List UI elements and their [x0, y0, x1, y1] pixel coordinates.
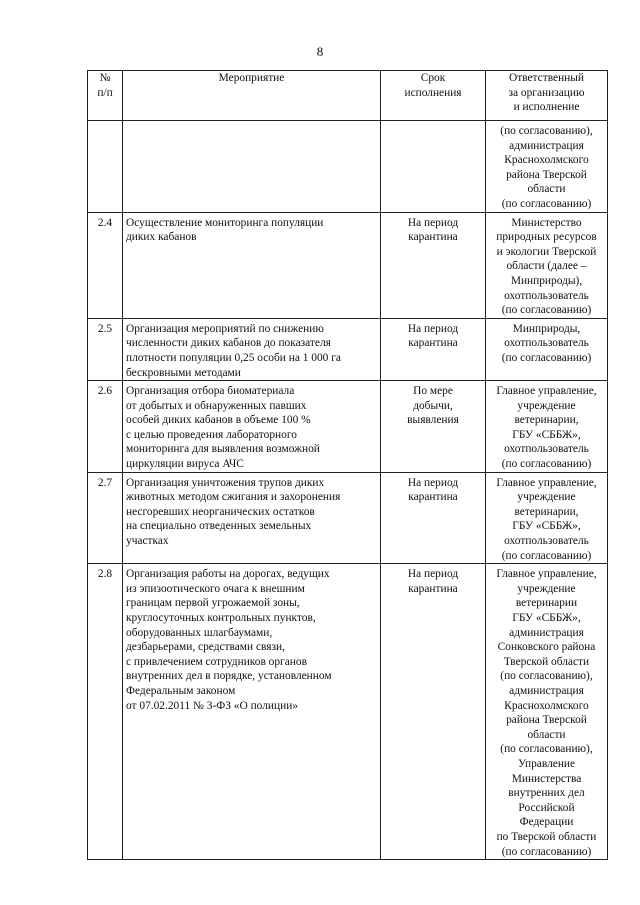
row-num-cell [88, 121, 123, 213]
row-responsible-line: внутренних дел [508, 787, 585, 800]
row-responsible-line: ГБУ «СББЖ», [512, 428, 581, 441]
row-event-line: от 07.02.2011 № 3-ФЗ «О полиции» [126, 699, 298, 712]
row-responsible-line: (по согласованию), [500, 743, 593, 756]
header-event-line: Мероприятие [218, 72, 285, 84]
row-deadline-cell [381, 121, 486, 213]
row-deadline-line: По мере [413, 385, 453, 398]
row-responsible-line: ветеринарии [515, 597, 578, 610]
row-event-line: численности диких кабанов до показателя [126, 337, 331, 350]
row-number: 2.7 [97, 476, 113, 489]
row-responsible-line: администрация [509, 626, 584, 639]
header-event [123, 71, 381, 121]
row-deadline-line: На период [407, 568, 459, 581]
row-responsible-line: области [527, 728, 566, 741]
row-event-line: несгоревших неорганических остатков [126, 505, 315, 518]
row-responsible-line: учреждение [517, 399, 576, 412]
row-deadline-line: карантина [408, 491, 458, 504]
row-responsible-line: Минприроды, [512, 322, 581, 335]
row-number: 2.6 [97, 385, 113, 398]
row-responsible-cell [486, 212, 608, 318]
table-header-row [88, 71, 608, 121]
row-event-line: оборудованных шлагбаумами, [126, 626, 273, 639]
row-event-line: Осуществление мониторинга популяции [126, 216, 324, 229]
row-event-cell [123, 381, 381, 473]
row-event-line: мониторинга для выявления возможной [126, 443, 320, 456]
row-event-line: животных методом сжигания и захоронения [126, 491, 341, 504]
row-event-cell [123, 318, 381, 380]
row-event-line: от добытых и обнаруженных павших [126, 399, 307, 412]
row-event-cell [123, 564, 381, 860]
table-row [88, 564, 608, 860]
row-responsible-line: Федерации [519, 816, 574, 829]
row-responsible-line: природных ресурсов [496, 231, 597, 244]
row-deadline-cell [381, 381, 486, 473]
row-event-line: внутренних дел в порядке, установленном [126, 670, 332, 683]
row-responsible-line: администрация [509, 684, 584, 697]
row-responsible-line: Управление [517, 757, 576, 770]
header-num [88, 71, 123, 121]
row-responsible-line: ветеринарии, [514, 505, 579, 518]
header-num-line: № [99, 72, 111, 84]
row-responsible-line: (по согласованию), [500, 670, 593, 683]
table-row [88, 318, 608, 380]
row-responsible-line: Минприроды), [510, 274, 583, 287]
row-responsible-cell [486, 121, 608, 213]
row-event-line: границам первой угрожаемой зоны, [126, 597, 300, 610]
page-number: 8 [316, 44, 324, 59]
row-number: 2.4 [97, 216, 113, 229]
row-event-cell [123, 121, 381, 213]
row-event-cell [123, 472, 381, 564]
table-row [88, 212, 608, 318]
row-responsible-line: охотпользователь [504, 443, 589, 456]
row-deadline-line: На период [407, 216, 459, 229]
row-responsible-line: Тверской области [503, 655, 590, 668]
row-event-cell [123, 212, 381, 318]
row-num-cell [88, 381, 123, 473]
row-responsible-line: Краснохолмского [504, 699, 589, 712]
row-responsible-line: (по согласованию) [501, 845, 592, 858]
row-deadline-line: На период [407, 476, 459, 489]
row-responsible-line: ГБУ «СББЖ», [512, 612, 581, 624]
row-responsible-cell [486, 381, 608, 473]
row-event-line: участках [126, 535, 169, 548]
row-responsible-line: (по согласованию) [501, 304, 592, 317]
header-deadline [381, 71, 486, 121]
row-event-line: дезбарьерами, средствами связи, [126, 641, 285, 654]
row-responsible-line: охотпользователь [504, 289, 589, 302]
row-responsible-line: учреждение [517, 582, 576, 595]
row-num-cell [88, 318, 123, 380]
row-responsible-line: охотпользователь [504, 337, 589, 350]
row-event-line: из эпизоотического очага к внешним [126, 582, 305, 595]
row-responsible-line: (по согласованию), [500, 125, 593, 137]
row-deadline-line: карантина [408, 337, 458, 350]
row-responsible-line: Главное управление, [496, 385, 597, 398]
row-responsible-line: и экологии Тверской [496, 245, 597, 258]
header-deadline-line: исполнения [404, 86, 462, 99]
row-deadline-line: На период [407, 322, 459, 335]
row-responsible-line: Министерство [511, 216, 582, 229]
row-event-line: диких кабанов [126, 231, 197, 244]
header-responsible-line: и исполнение [513, 101, 580, 114]
row-responsible-line: района Тверской [506, 168, 587, 181]
row-responsible-line: Краснохолмского [504, 154, 589, 167]
row-responsible-line: области [527, 183, 566, 196]
header-num-line: п/п [97, 86, 113, 99]
row-deadline-line: карантина [408, 582, 458, 595]
row-event-line: с привлечением сотрудников органов [126, 655, 307, 668]
row-responsible-line: (по согласованию) [501, 458, 592, 471]
events-table [87, 70, 608, 860]
row-responsible-cell [486, 564, 608, 860]
row-responsible-line: (по согласованию) [501, 197, 592, 210]
row-event-line: Организация работы на дорогах, ведущих [126, 568, 330, 581]
row-number: 2.5 [97, 322, 113, 335]
row-deadline-line: карантина [408, 231, 458, 244]
row-deadline-cell [381, 564, 486, 860]
row-responsible-line: Главное управление, [496, 568, 597, 581]
row-responsible-line: охотпользователь [504, 535, 589, 548]
row-responsible-line: ГБУ «СББЖ», [512, 520, 581, 533]
row-event-line: Федеральным законом [126, 684, 236, 697]
row-responsible-cell [486, 318, 608, 380]
row-responsible-line: (по согласованию) [501, 549, 592, 562]
row-num-cell [88, 212, 123, 318]
row-responsible-cell [486, 472, 608, 564]
row-responsible-line: ветеринарии, [514, 414, 579, 427]
table-row [88, 472, 608, 564]
row-event-line: плотности популяции 0,25 особи на 1 000 га [126, 351, 341, 364]
table-row [88, 381, 608, 473]
row-num-cell [88, 472, 123, 564]
row-responsible-line: Сонковского района [497, 641, 596, 654]
row-event-line: Организация отбора биоматериала [126, 385, 295, 398]
row-event-line: круглосуточных контрольных пунктов, [126, 612, 316, 624]
row-num-cell [88, 564, 123, 860]
row-responsible-line: по Тверской области [496, 830, 597, 843]
row-event-line: на специально отведенных земельных [126, 520, 312, 533]
row-responsible-line: Российской [518, 801, 575, 814]
row-event-line: Организация мероприятий по снижению [126, 322, 324, 335]
header-deadline-line: Срок [420, 72, 446, 84]
row-deadline-cell [381, 212, 486, 318]
row-deadline-line: добычи, [413, 399, 453, 412]
row-event-line: особей диких кабанов в объеме 100 % [126, 414, 311, 427]
row-responsible-line: Главное управление, [496, 476, 597, 489]
header-responsible-line: Ответственный [508, 72, 585, 84]
row-responsible-line: Министерства [511, 772, 582, 785]
row-deadline-line: выявления [407, 414, 459, 427]
table-body [88, 121, 608, 860]
row-responsible-line: района Тверской [506, 714, 587, 727]
row-deadline-cell [381, 318, 486, 380]
row-deadline-cell [381, 472, 486, 564]
row-event-line: циркуляции вируса АЧС [126, 458, 244, 471]
row-event-line: с целью проведения лабораторного [126, 428, 297, 441]
row-event-line: Организация уничтожения трупов диких [126, 476, 325, 489]
row-number: 2.8 [97, 568, 113, 581]
table-row [88, 121, 608, 213]
header-responsible-line: за организацию [508, 86, 585, 99]
row-responsible-line: области (далее – [506, 260, 587, 273]
row-responsible-line: (по согласованию) [501, 351, 592, 364]
header-responsible [486, 71, 608, 121]
row-responsible-line: администрация [509, 139, 584, 152]
row-event-line: бескровными методами [126, 366, 241, 379]
row-responsible-line: учреждение [517, 491, 576, 504]
